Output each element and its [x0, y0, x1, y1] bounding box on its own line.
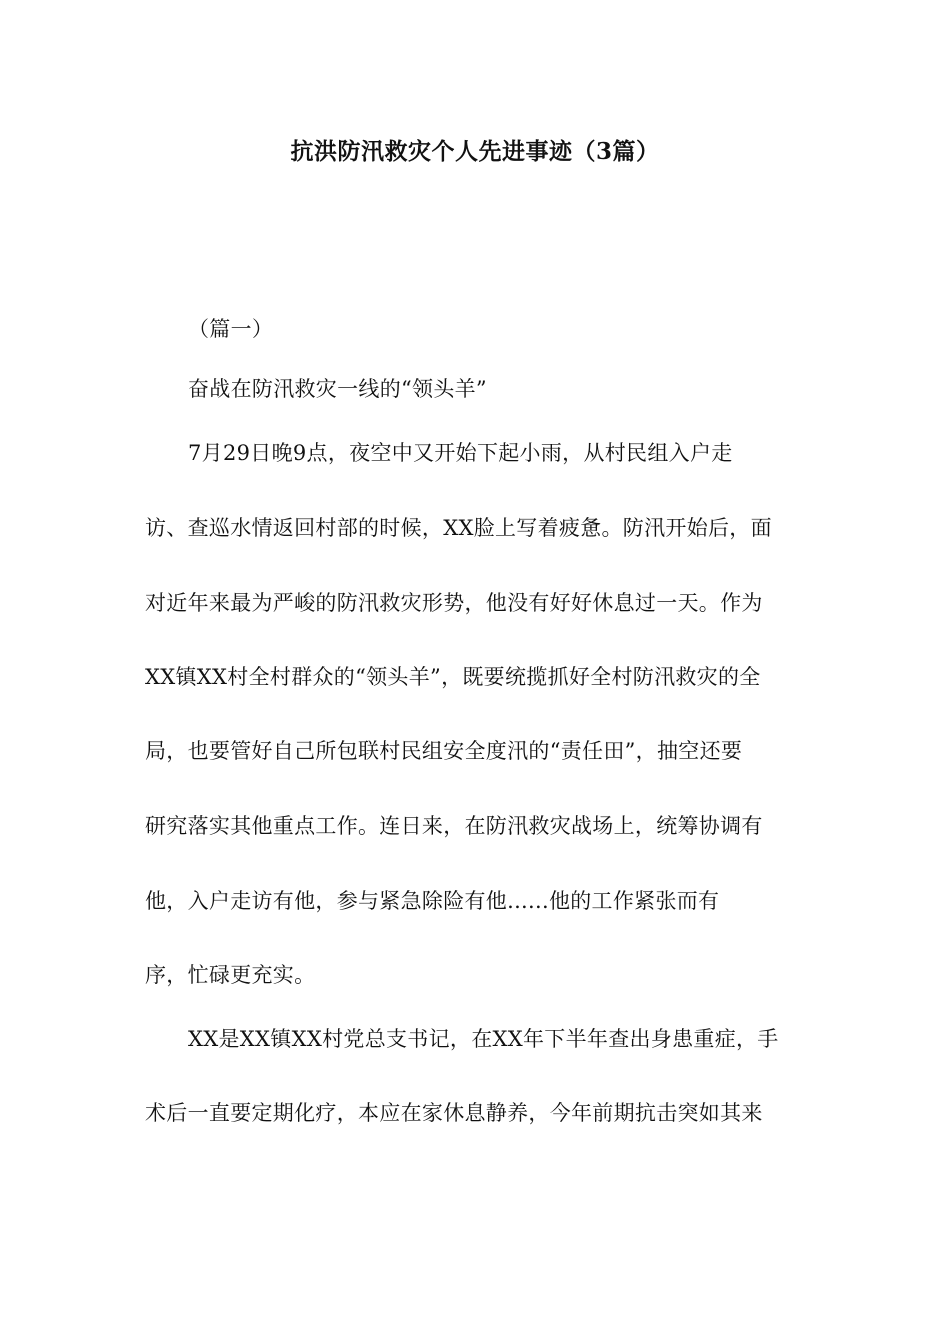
body-line-10: 术后一直要定期化疗，本应在家休息静养，今年前期抗击突如其来 [145, 1101, 763, 1125]
body-line-2: 访、查巡水情返回村部的时候，XX脸上写着疲惫。防汛开始后，面 [145, 516, 772, 540]
section-label: （篇一） [188, 317, 274, 341]
body-line-1: 7月29日晚9点，夜空中又开始下起小雨，从村民组入户走 [188, 441, 733, 465]
body-line-8: 序，忙碌更充实。 [145, 963, 316, 987]
body-line-3: 对近年来最为严峻的防汛救灾形势，他没有好好休息过一天。作为 [145, 591, 763, 615]
body-line-4: XX镇XX村全村群众的“领头羊”，既要统揽抓好全村防汛救灾的全 [145, 665, 761, 689]
body-line-7: 他，入户走访有他，参与紧急除险有他......他的工作紧张而有 [145, 889, 720, 913]
body-line-9: XX是XX镇XX村党总支书记，在XX年下半年查出身患重症，手 [188, 1027, 779, 1051]
body-line-5: 局，也要管好自己所包联村民组安全度汛的“责任田”，抽空还要 [145, 739, 743, 763]
document-title: 抗洪防汛救灾个人先进事迹（3篇） [290, 138, 660, 165]
article-subtitle: 奋战在防汛救灾一线的“领头羊” [188, 377, 487, 401]
body-line-6: 研究落实其他重点工作。连日来，在防汛救灾战场上，统筹协调有 [145, 814, 763, 838]
